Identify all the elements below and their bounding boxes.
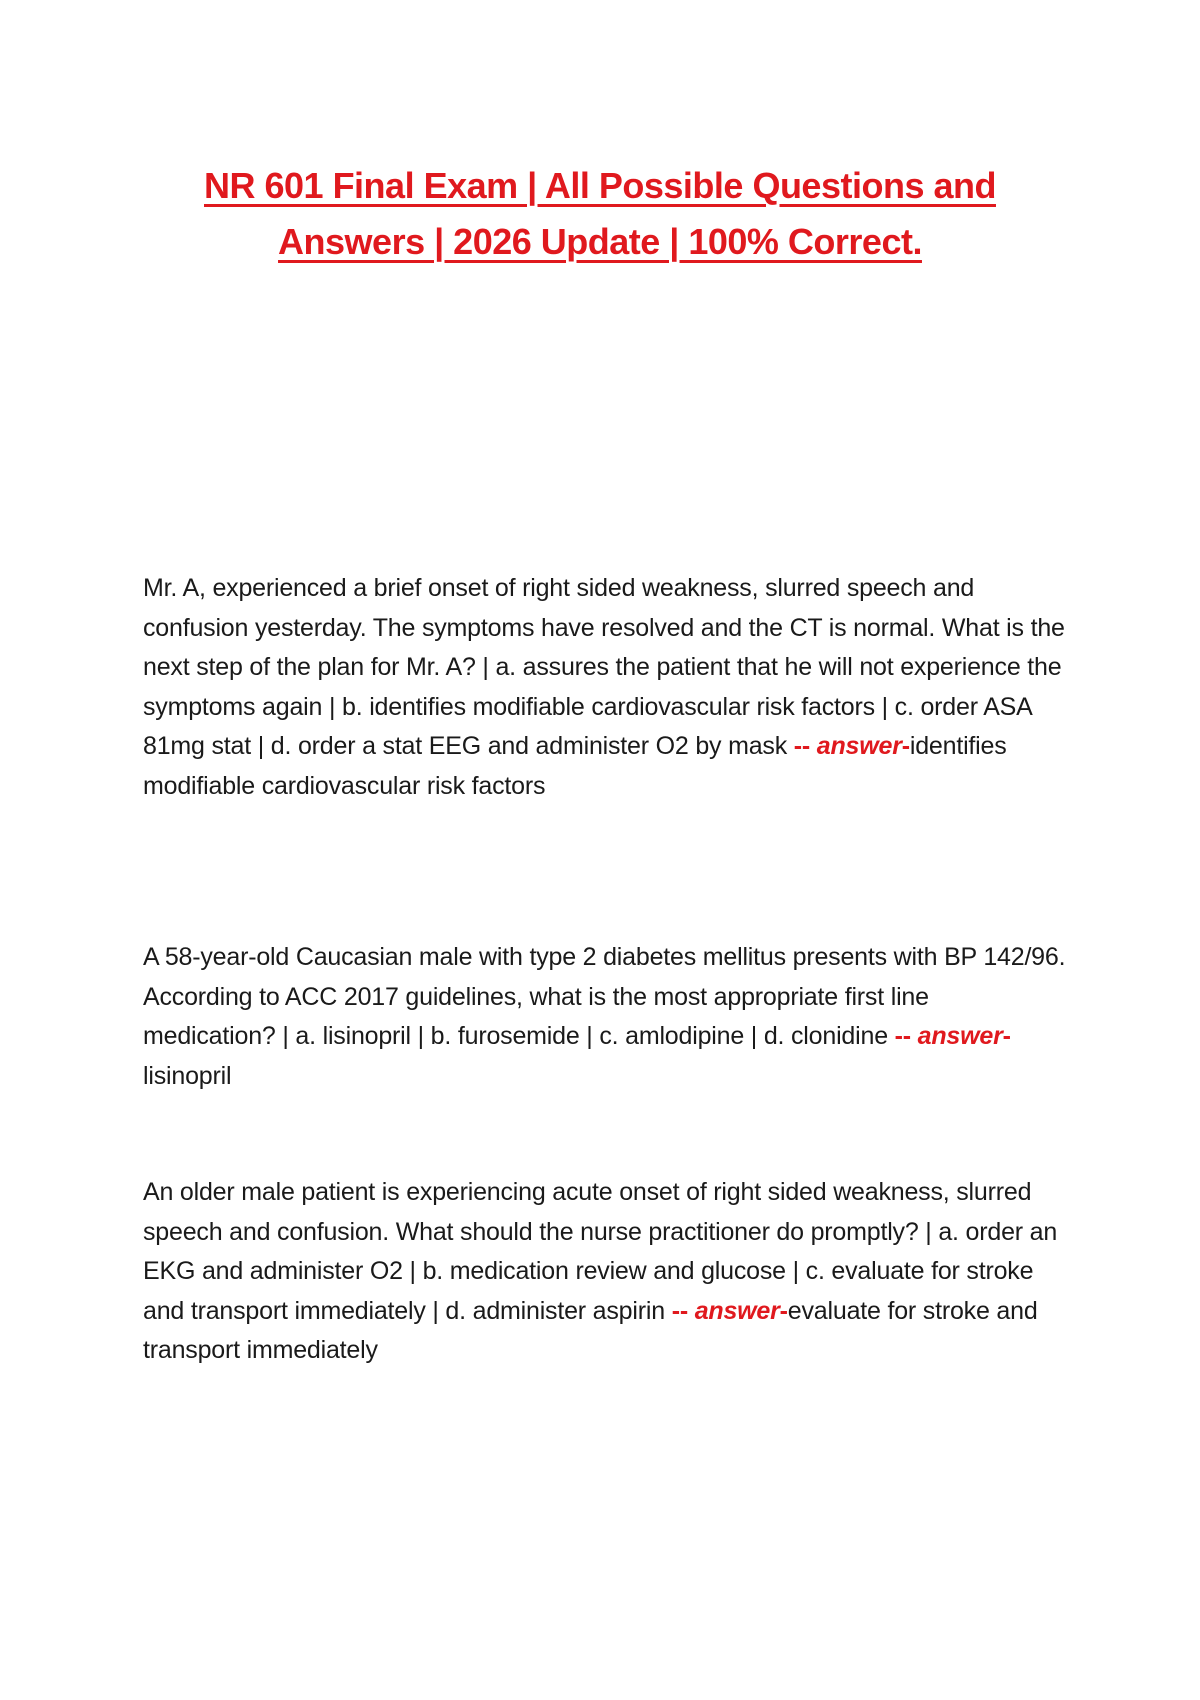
qa-item bbox=[143, 1173, 1068, 1371]
answer-label: answer bbox=[687, 1296, 780, 1325]
answer-text: evaluate for stroke and transport immediately bbox=[143, 1296, 1038, 1364]
answer-separator: -- bbox=[671, 1296, 688, 1325]
question-text: Mr. A, experienced a brief onset of right sided weakness, slurred speech and confusion yesterday. The symptoms have resolved and the CT is normal. What is the next step of the plan for Mr. A? | a. assures the patient that he will not experience the symptoms again | b. identifies modifiable cardiovascular risk factors | c. order ASA 81mg stat | d. order a stat EEG and administer O2 by mask bbox=[143, 574, 1065, 760]
answer-label: answer bbox=[810, 732, 902, 760]
answer-text: identifies modifiable cardiovascular risk factors bbox=[143, 732, 1007, 800]
answer-separator: - bbox=[901, 732, 910, 760]
answer-text: lisinopril bbox=[143, 1061, 232, 1090]
qa-item bbox=[143, 938, 1068, 1096]
answer-separator: -- bbox=[793, 732, 811, 760]
document-title: NR 601 Final Exam | All Possible Questions and Answers | 2026 Update | 100% Correct. bbox=[204, 165, 996, 262]
question-text: A 58-year-old Caucasian male with type 2 diabetes mellitus presents with BP 142/96. According to ACC 2017 guidelines, what is the most appropriate first line medication? | a. lisinopril | b. furosemide | c. amlodipine | d. clonidine bbox=[143, 943, 1066, 1050]
answer-label: answer bbox=[910, 1022, 1003, 1050]
answer-separator: - bbox=[779, 1296, 788, 1325]
qa-item bbox=[143, 569, 1068, 806]
answer-separator: - bbox=[1002, 1022, 1011, 1050]
answer-separator: -- bbox=[894, 1022, 911, 1050]
question-text: An older male patient is experiencing acute onset of right sided weakness, slurred speech and confusion. What should the nurse practitioner do promptly? | a. order an EKG and administer O2 | b. medication review and glucose | c. evaluate for stroke and transport immediately | d. administer aspirin bbox=[143, 1178, 1058, 1325]
